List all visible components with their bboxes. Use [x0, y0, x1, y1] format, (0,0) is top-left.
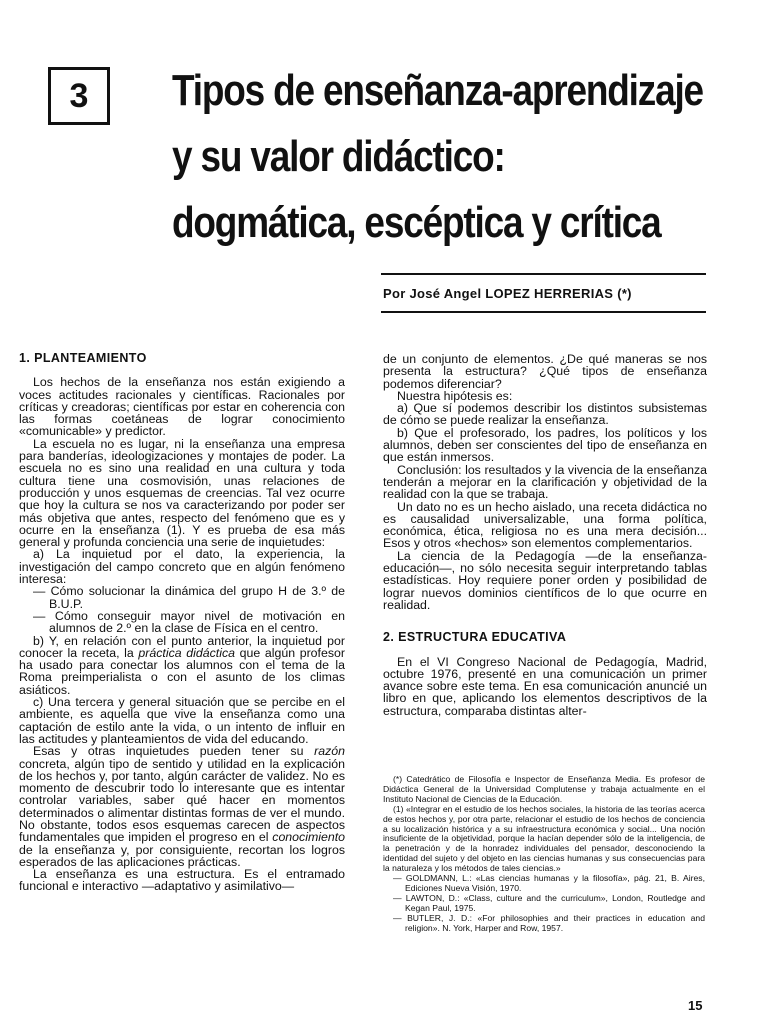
dash-list-item: — Cómo solucionar la dinámica del grupo H de 3.º de B.U.P. — [33, 584, 345, 611]
section-heading-estructura: 2. ESTRUCTURA EDUCATIVA — [383, 630, 567, 645]
chapter-number-box — [48, 67, 110, 125]
paragraph — [19, 745, 345, 868]
footnote-reference: — LAWTON, D.: «Class, culture and the curriculum», London, Routledge and Kegan Paul, 1975. — [393, 892, 705, 913]
paragraph: Los hechos de la enseñanza nos están exigiendo a voces actitudes racionales y científicas. Racionales por críticas y creadoras; científicas por estar en coherencia con las formas coetáneas de lograr conocimiento «comunicable» y predictor. — [19, 375, 345, 439]
paragraph: c) Una tercera y general situación que se percibe en el ambiente, es aquella que vive la enseñanza como una captación de estilo ante la vida, o un intento de influir en las actitudes y planteamientos de vida del educando. — [19, 695, 345, 746]
text-run: de la enseñanza y, por consiguiente, recortan los logros esperados de las aplicaciones prácticas. — [19, 842, 345, 869]
byline-rule-bottom — [381, 311, 706, 313]
emphasis: práctica didáctica — [138, 645, 235, 660]
text-run: b) Y, en relación con el punto anterior, la inquietud por conocer la receta, la — [19, 633, 345, 660]
paragraph: Un dato no es un hecho aislado, una receta didáctica no es causalidad universalizable, una forma política, económica, ética, religiosa no es una mera decisión... Esos y otros «hechos» son elementos complementarios. — [383, 499, 707, 551]
text-run: Esas y otras inquietudes pueden tener su — [33, 744, 315, 759]
author-byline: Por José Angel LOPEZ HERRERIAS (*) — [383, 286, 632, 301]
title-line-1: Tipos de enseñanza-aprendizaje — [172, 66, 703, 115]
right-column — [383, 353, 707, 717]
title-line-3: dogmática, escéptica y crítica — [172, 198, 661, 247]
title-line-2: y su valor didáctico: — [172, 132, 505, 181]
footnote-reference: — BUTLER, J. D.: «For philosophies and their practices in education and religion». N. York, Harper and Row, 1957. — [393, 912, 705, 933]
text-run: concreta, algún tipo de sentido y utilidad en la explicación de los hechos y, por tanto, algún carácter de validez. No es momento de descubrir todo lo interesante que es intentar controlar variables, saber qué hacer en momentos determinados o alimentar distintas formas de ver el mundo. No obstante, todos esos esquemas carecen de aspectos fundamentales que impiden el progreso en el — [19, 756, 345, 845]
paragraph: Conclusión: los resultados y la vivencia de la enseñanza tenderán a mejorar en la clarificación y objetividad de la realidad con la que se trabaja. — [383, 462, 707, 502]
footnote-author: (*) Catedrático de Filosofía e Inspector de Enseñanza Media. Es profesor de Didáctica General de la Universidad Complutense y trabaja actualmente en el Instituto Nacional de Ciencias de la Educación. — [383, 774, 705, 804]
paragraph: La ciencia de la Pedagogía —de la enseñanza-educación—, no sólo necesita seguir interpretando tablas estadísticas. Hoy requiere poner orden y posibilidad de lograr nuevos dominios científicos de lo que ocurre en realidad. — [383, 548, 707, 612]
footnote-1: (1) «Integrar en el estudio de los hechos sociales, la historia de las teorías acerca de estos hechos y, por otra parte, relacionar el estudio de los hechos de conciencia a su localización histórica y a su infraestructura económica y social... Una noción insuficiente de la objetividad, porque la hacían depender sólo de la inteligencia, de la penetración y de la honradez individuales del pensador, desconociendo la identidad del sujeto y del objeto en las ciencias humanas y sus consecuencias para la naturaleza y los métodos de tales ciencias.» — [383, 803, 705, 874]
footnote-reference: — GOLDMANN, L.: «Las ciencias humanas y la filosofía», pág. 21, B. Aires, Ediciones Nueva Visión, 1970. — [393, 873, 705, 893]
emphasis: conocimiento — [272, 830, 345, 845]
paragraph: a) La inquietud por el dato, la experiencia, la investigación del campo concreto que en algún fenómeno interesa: — [19, 547, 345, 587]
dash-list-item: — Cómo conseguir mayor nivel de motivación en alumnos de 2.º en la clase de Física en el centro. — [33, 608, 345, 636]
paragraph: En el VI Congreso Nacional de Pedagogía, Madrid, octubre 1976, presenté en una comunicación un primer avance sobre este tema. En esa comunicación anuncié un libro en que, aplicando los elementos descriptivos de la estructura, comparaba distintas alter- — [383, 654, 707, 718]
page-number: 15 — [688, 998, 703, 1013]
page-title — [172, 58, 703, 256]
paragraph — [19, 635, 345, 696]
left-column — [19, 352, 345, 893]
paragraph: La escuela no es lugar, ni la enseñanza una empresa para banderías, ideologizaciones y montajes de poder. La escuela no es sino una realidad en una cultura y toda cultura tiene una cosmovisión, unas relaciones de producción y unos esquemas de creencias. Tal vez ocurre que hoy la cultura se nos va caracterizando por poder ser más objetiva que antes, respecto del fenómeno que es y ocurre en la enseñanza (1). Y es prueba de esa más general y profunda conciencia una serie de inquietudes: — [19, 436, 345, 550]
paragraph: b) Que el profesorado, los padres, los políticos y los alumnos, deben ser conscientes del tipo de enseñanza en que están inmersos. — [383, 425, 707, 465]
paragraph: de un conjunto de elementos. ¿De qué maneras se nos presenta la estructura? ¿Qué tipos de enseñanza podemos diferenciar? — [383, 352, 707, 391]
paragraph: La enseñanza es una estructura. Es el entramado funcional e interactivo —adaptativo y asimilativo— — [19, 867, 345, 894]
paragraph: Nuestra hipótesis es: — [397, 388, 513, 403]
chapter-number: 3 — [69, 76, 89, 115]
paragraph: a) Que sí podemos describir los distintos subsistemas de cómo se puede realizar la enseñanza. — [383, 401, 707, 428]
section-heading-planteamiento: 1. PLANTEAMIENTO — [19, 351, 147, 365]
byline-rule-top — [381, 273, 706, 275]
emphasis: razón — [314, 744, 345, 759]
text-run: que algún profesor ha usado para conectar los alumnos con el tema de la Roma preimperialista o con el asunto de los climas asiáticos. — [19, 645, 345, 697]
footnotes — [383, 775, 705, 934]
